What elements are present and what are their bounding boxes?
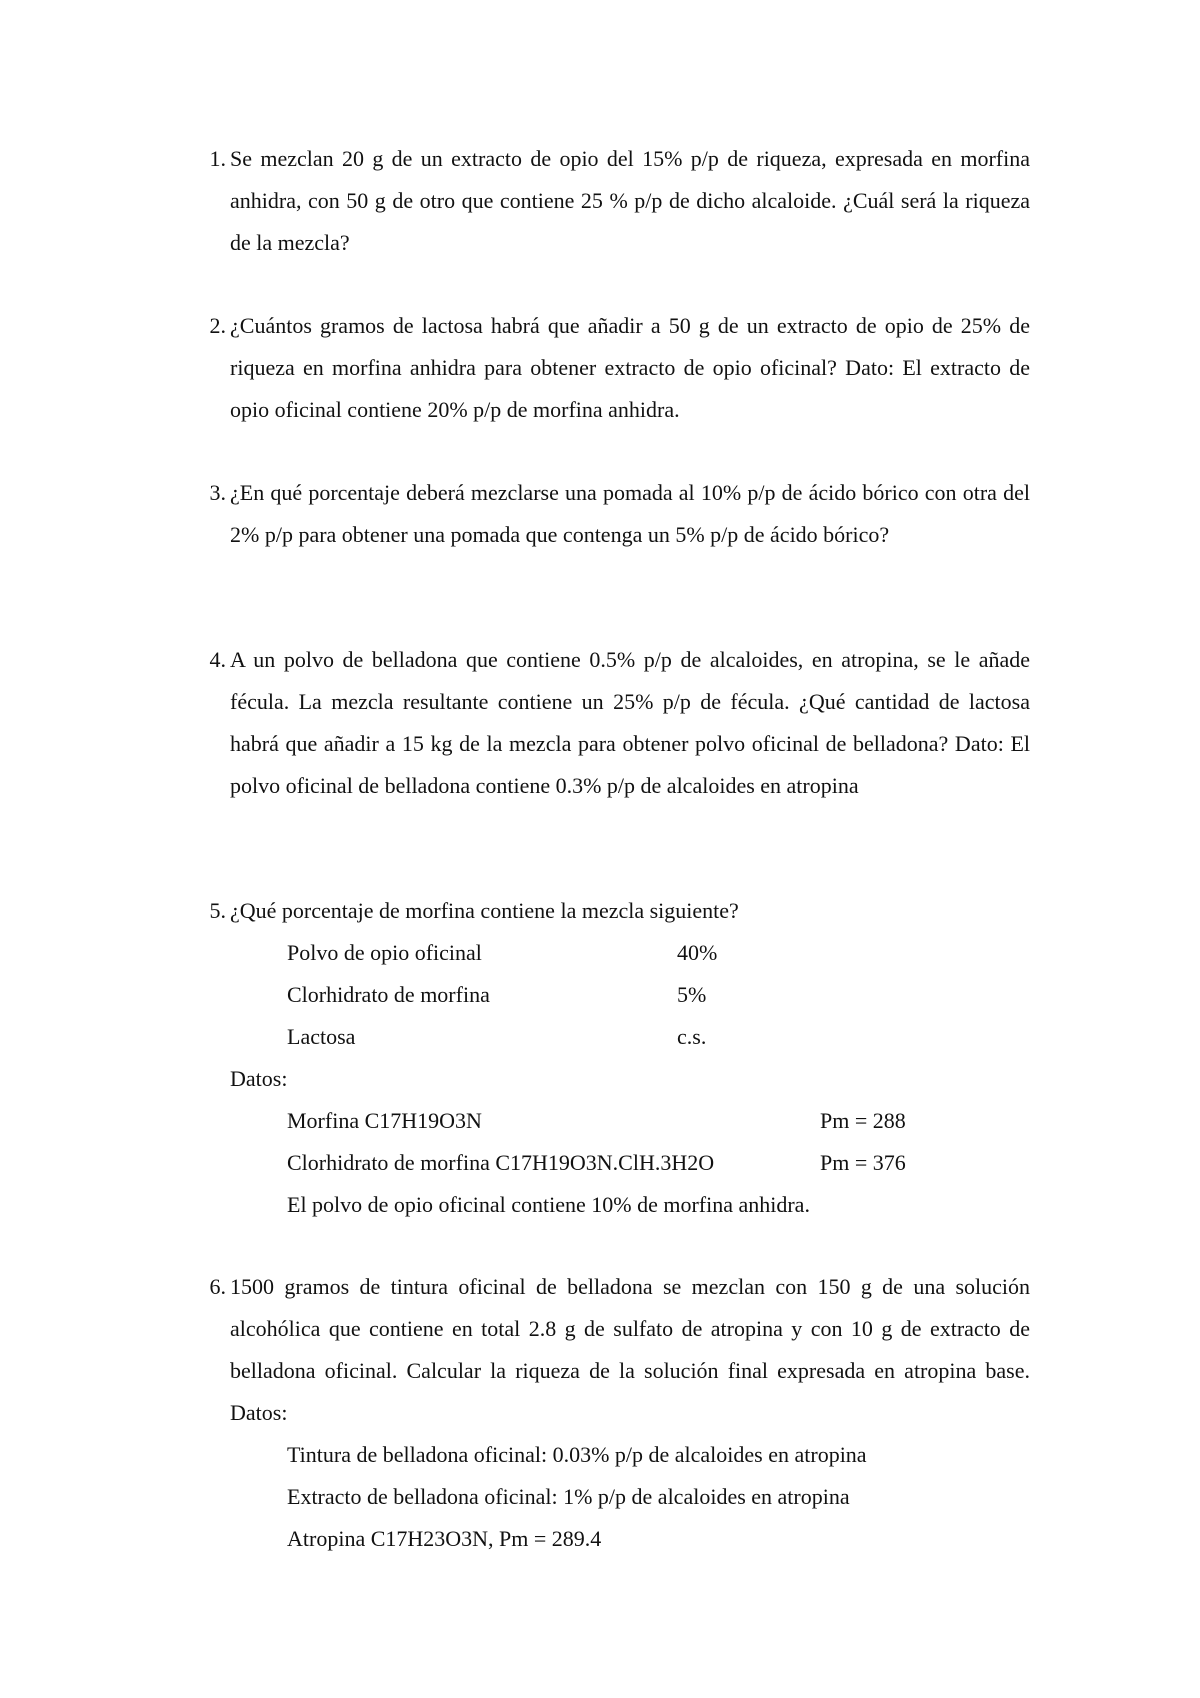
composition-row bbox=[230, 932, 1030, 974]
composition-name: Clorhidrato de morfina bbox=[287, 982, 490, 1007]
problem-text: 1500 gramos de tintura oficinal de belladona se mezclan con 150 g de una solución alcohólica que contiene en total 2.8 g de sulfato de atropina y con 10 g de extracto de belladona oficinal. Calcular la riqueza de la solución final expresada en atropina base. Datos: bbox=[230, 1274, 1030, 1425]
problem-text: ¿En qué porcentaje deberá mezclarse una pomada al 10% p/p de ácido bórico con otra del 2% p/p para obtener una pomada que contenga un 5% p/p de ácido bórico? bbox=[230, 480, 1030, 547]
datos-note: El polvo de opio oficinal contiene 10% de morfina anhidra. bbox=[287, 1192, 810, 1217]
composition-amount: 5% bbox=[677, 982, 707, 1007]
molecular-weight: Pm = 376 bbox=[820, 1150, 906, 1175]
problem-text: ¿Cuántos gramos de lactosa habrá que añadir a 50 g de un extracto de opio de 25% de riqueza en morfina anhidra para obtener extracto de opio oficinal? Dato: El extracto de opio oficinal contiene 20% p/p de morfina anhidra. bbox=[230, 313, 1030, 422]
problem-number: 5. bbox=[209, 898, 226, 923]
compound-formula: Clorhidrato de morfina C17H19O3N.ClH.3H2O bbox=[287, 1150, 715, 1175]
problem-text: Se mezclan 20 g de un extracto de opio del 15% p/p de riqueza, expresada en morfina anhidra, con 50 g de otro que contiene 25 % p/p de dicho alcaloide. ¿Cuál será la riqueza de la mezcla? bbox=[230, 146, 1030, 255]
problem-4 bbox=[209, 639, 1030, 807]
composition-name: Lactosa bbox=[287, 1024, 356, 1049]
datos-row bbox=[230, 1142, 1030, 1184]
composition-name: Polvo de opio oficinal bbox=[287, 940, 482, 965]
datos-table bbox=[230, 1100, 1030, 1184]
composition-row bbox=[230, 974, 1030, 1016]
problem-number: 1. bbox=[209, 146, 226, 171]
datos-label: Datos: bbox=[230, 1066, 288, 1091]
molecular-weight: Pm = 288 bbox=[820, 1108, 906, 1133]
problem-text: ¿Qué porcentaje de morfina contiene la mezcla siguiente? bbox=[230, 898, 739, 923]
composition-table bbox=[230, 932, 1030, 1058]
problem-number: 2. bbox=[209, 313, 226, 338]
problem-text: A un polvo de belladona que contiene 0.5% p/p de alcaloides, en atropina, se le añade fécula. La mezcla resultante contiene un 25% p/p de fécula. ¿Qué cantidad de lactosa habrá que añadir a 15 kg de la mezcla para obtener polvo oficinal de belladona? Dato: El polvo oficinal de belladona contiene 0.3% p/p de alcaloides en atropina bbox=[230, 647, 1030, 798]
composition-amount: 40% bbox=[677, 940, 718, 965]
datos-row bbox=[230, 1100, 1030, 1142]
problem-5 bbox=[209, 890, 1030, 1226]
datos-line: Atropina C17H23O3N, Pm = 289.4 bbox=[287, 1526, 602, 1551]
problem-3 bbox=[209, 472, 1030, 556]
composition-amount: c.s. bbox=[677, 1024, 707, 1049]
problem-2 bbox=[209, 305, 1030, 431]
problem-number: 6. bbox=[209, 1274, 226, 1299]
problem-1 bbox=[209, 138, 1030, 264]
problem-number: 4. bbox=[209, 647, 226, 672]
datos-line: Extracto de belladona oficinal: 1% p/p de alcaloides en atropina bbox=[287, 1484, 850, 1509]
problem-number: 3. bbox=[209, 480, 226, 505]
datos-line: Tintura de belladona oficinal: 0.03% p/p de alcaloides en atropina bbox=[287, 1442, 867, 1467]
problem-6 bbox=[209, 1266, 1030, 1560]
composition-row bbox=[230, 1016, 1030, 1058]
compound-formula: Morfina C17H19O3N bbox=[287, 1108, 482, 1133]
